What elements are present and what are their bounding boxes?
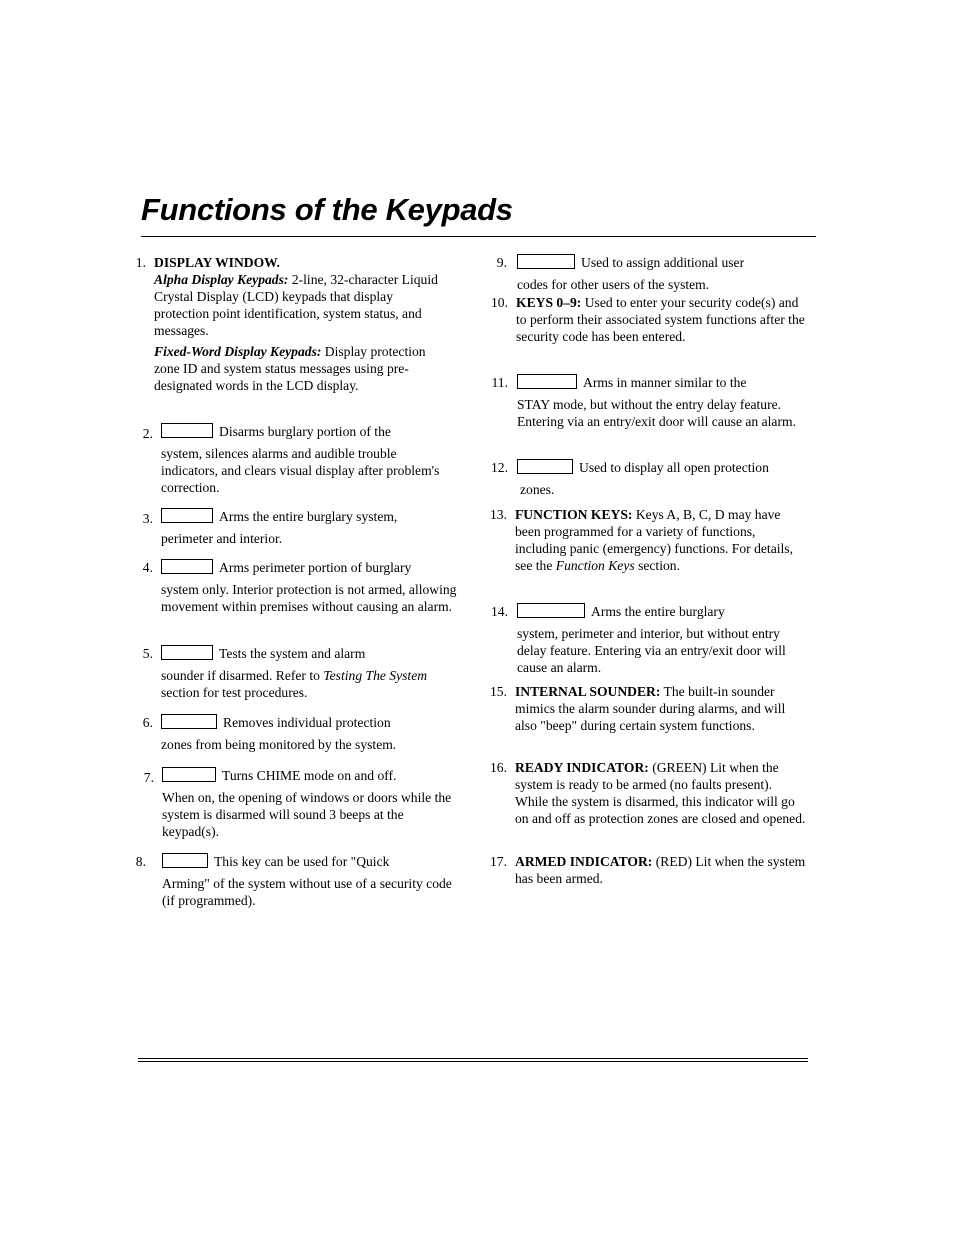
fixed-word-text: Display protection zone ID and system status messages using pre-designated words in the LCD display. (154, 344, 426, 393)
item-heading: DISPLAY WINDOW. (154, 255, 280, 270)
item-number: 8. (135, 854, 146, 869)
item-bypass-key (142, 714, 453, 753)
item-number: 11. (491, 375, 508, 390)
item-number: 6. (142, 715, 153, 730)
item-text-italic: Testing The System (323, 668, 428, 683)
item-text: section for test procedures. (161, 685, 308, 700)
item-first-line: Arms the entire burglary (591, 604, 725, 619)
item-label: READY INDICATOR: (515, 760, 649, 775)
item-first-line: Disarms burglary portion of the (219, 424, 391, 439)
item-number: 1. (135, 255, 146, 270)
item-text-italic: Function Keys (555, 558, 635, 573)
item-text: The built-in sounder mimics the alarm sounder during alarms, and will also "beep" during certain system functions. (515, 684, 786, 733)
item-off-key (142, 423, 453, 496)
item-first-line: Arms perimeter portion of burglary (219, 560, 412, 575)
item-text: (GREEN) Lit when the system is ready to be armed (no faults present). While the system is disarmed, this indicator will go on and off as protection zones are closed and opened. (515, 760, 806, 826)
item-armed-indicator (490, 853, 807, 887)
item-number: 4. (142, 560, 153, 575)
fixed-word-label: Fixed-Word Display Keypads: (154, 344, 322, 359)
item-instant-key (491, 374, 807, 430)
item-number: 15. (490, 684, 507, 699)
item-text: zones. (520, 482, 555, 497)
item-stay-key (142, 559, 457, 615)
alpha-text: 2-line, 32-character Liquid Crystal Display (LCD) keypads that display protection point identification, system status, and messages. (154, 272, 438, 338)
item-code-key (496, 254, 807, 293)
title-rule (141, 236, 816, 237)
item-display-window (135, 254, 444, 394)
key-box (161, 645, 213, 660)
key-box (161, 508, 213, 523)
item-number: 5. (142, 646, 153, 661)
item-number: 9. (496, 255, 507, 270)
item-number: 13. (490, 507, 507, 522)
item-label: FUNCTION KEYS: (515, 507, 633, 522)
item-ready-key (491, 459, 809, 498)
item-first-line: Used to assign additional user (581, 255, 745, 270)
item-ready-indicator (490, 759, 807, 827)
footer-rule (138, 1058, 808, 1062)
item-number: 17. (490, 854, 507, 869)
item-number: 14. (491, 604, 508, 619)
item-first-line: This key can be used for "Quick (214, 854, 390, 869)
item-test-key (142, 645, 453, 701)
key-box (517, 254, 575, 269)
item-first-line: Turns CHIME mode on and off. (222, 768, 397, 783)
item-text: zones from being monitored by the system. (161, 737, 397, 752)
item-text: When on, the opening of windows or doors while the system is disarmed will sound 3 beeps at the keypad(s). (162, 790, 452, 839)
item-maximum-key (491, 603, 807, 676)
item-label: ARMED INDICATOR: (515, 854, 653, 869)
item-number: 3. (142, 511, 153, 526)
item-text: sounder if disarmed. Refer to (161, 668, 324, 683)
item-number: 16. (490, 760, 507, 775)
item-label: INTERNAL SOUNDER: (515, 684, 661, 699)
item-function-keys (490, 506, 807, 574)
item-internal-sounder (490, 683, 807, 734)
item-text: system only. Interior protection is not armed, allowing movement within premises without causing an alarm. (161, 582, 457, 614)
item-text: codes for other users of the system. (517, 277, 710, 292)
item-quick-arm-key (135, 853, 454, 909)
item-first-line: Arms in manner similar to the (583, 375, 747, 390)
key-box (162, 853, 208, 868)
item-away-key (142, 508, 453, 547)
item-text: Arming" of the system without use of a security code (if programmed). (162, 876, 452, 908)
item-text: STAY mode, but without the entry delay feature. Entering via an entry/exit door will cause an alarm. (517, 397, 796, 429)
item-text: Keys A, B, C, D may have been programmed for a variety of functions, including panic (emergency) functions. For details, see the (515, 507, 793, 573)
page-title: Functions of the Keypads (141, 192, 513, 227)
item-text: Used to enter your security code(s) and to perform their associated system functions after the security code has been entered. (516, 295, 805, 344)
alpha-label: Alpha Display Keypads: (154, 272, 289, 287)
item-number: 7. (143, 770, 154, 785)
item-text: system, silences alarms and audible trouble indicators, and clears visual display after problem's correction. (161, 446, 440, 495)
item-keys-0-9 (491, 294, 808, 345)
item-number: 12. (491, 460, 508, 475)
item-number: 10. (491, 295, 508, 310)
item-first-line: Arms the entire burglary system, (219, 509, 398, 524)
key-box (161, 714, 217, 729)
key-box (161, 423, 213, 438)
item-text: (RED) Lit when the system has been armed. (515, 854, 806, 886)
key-box (161, 559, 213, 574)
item-first-line: Used to display all open protection (579, 460, 769, 475)
item-number: 2. (142, 426, 153, 441)
key-box (517, 603, 585, 618)
item-first-line: Removes individual protection (223, 715, 391, 730)
item-text: system, perimeter and interior, but without entry delay feature. Entering via an entry/exit door will cause an alarm. (517, 626, 786, 675)
item-label: KEYS 0–9: (516, 295, 582, 310)
item-text: perimeter and interior. (161, 531, 283, 546)
item-first-line: Tests the system and alarm (219, 646, 366, 661)
key-box (517, 374, 577, 389)
key-box (517, 459, 573, 474)
item-text: section. (634, 558, 680, 573)
item-chime-key (143, 767, 454, 840)
key-box (162, 767, 216, 782)
